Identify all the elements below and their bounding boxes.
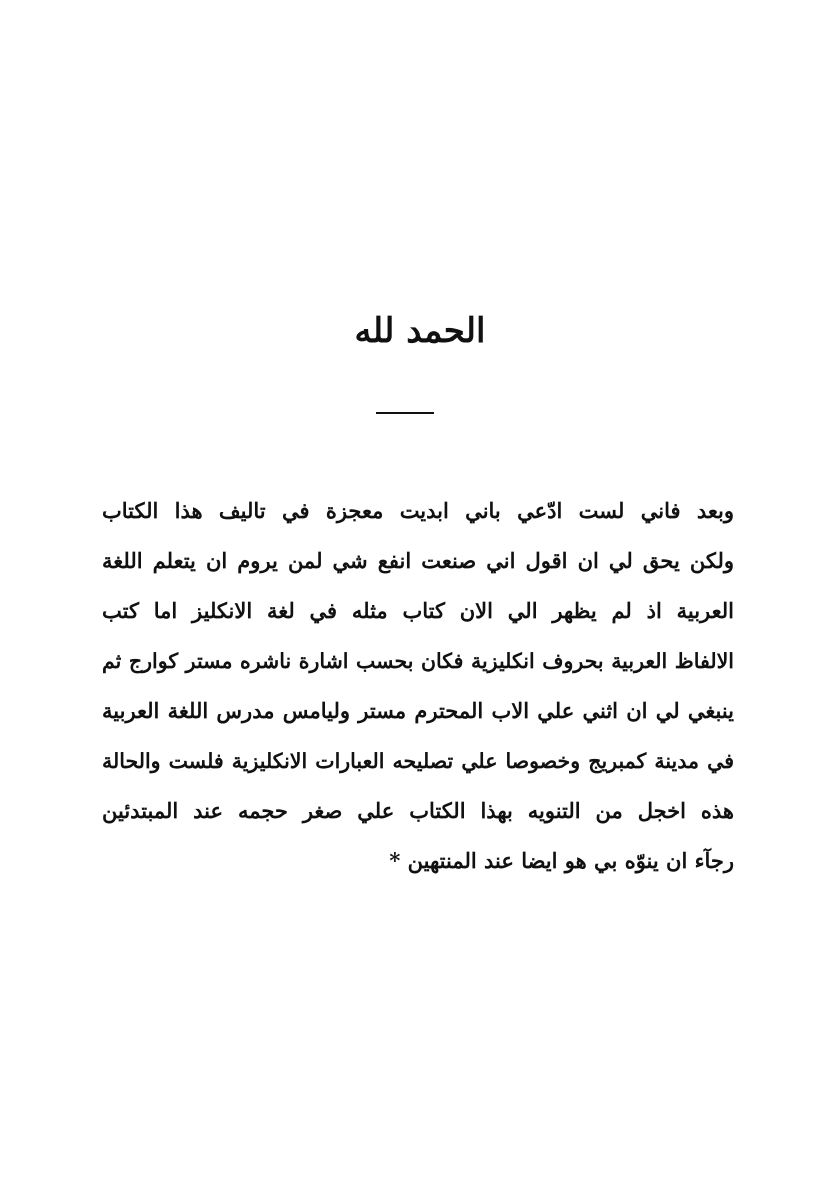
paragraph-line: في مدينة كمبريج وخصوصا علي تصليحه العبارات الانكليزية فلست والحالة [102,749,734,773]
page-heading: الحمد لله [354,311,486,351]
paragraph-line: ينبغي لي ان اثني علي الاب المحترم مستر وليامس مدرس اللغة العربية [102,698,734,723]
paragraph-line: العربية اذ لم يظهر الي الان كتاب مثله في لغة الانكليز اما كتب [102,598,734,623]
paragraph [102,486,734,886]
paragraph-line: رجآء ان ينوّه بي هو ايضا عند المنتهين * [389,848,734,873]
paragraph-line: هذه اخجل من التنويه بهذا الكتاب علي صغر حجمه عند المبتدئين [102,798,734,823]
heading-divider [376,412,434,414]
paragraph-line: ولكن يحق لي ان اقول اني صنعت انفع شي لمن يروم ان يتعلم اللغة [102,548,734,573]
paragraph-line: وبعد فاني لست ادّعي باني ابديت معجزة في تاليف هذا الكتاب [102,498,734,523]
paragraph-line: الالفاظ العربية بحروف انكليزية فكان بحسب اشارة ناشره مستر كوارج ثم [102,649,734,673]
